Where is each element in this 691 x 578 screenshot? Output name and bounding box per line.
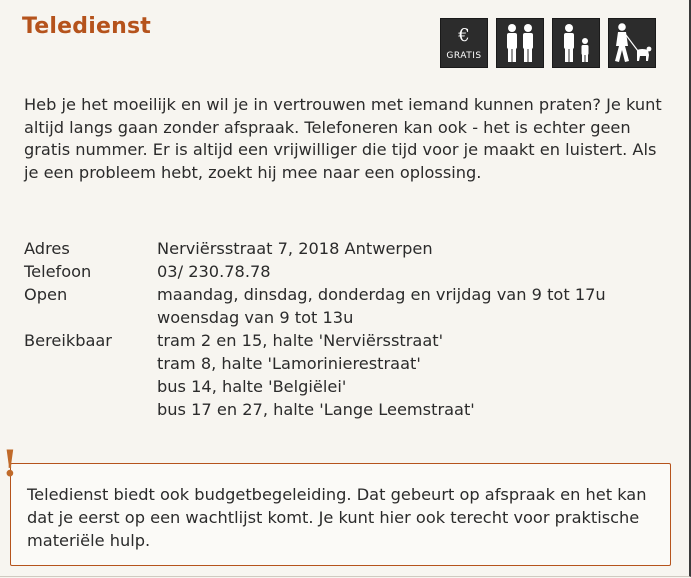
info-row-bereikbaar-2 (24, 352, 606, 375)
info-row-telefoon (24, 260, 606, 283)
bereikbaar-value-line: bus 17 en 27, halte 'Lange Leemstraat' (157, 400, 475, 419)
info-row-open-2 (24, 306, 606, 329)
adres-label: Adres (24, 239, 70, 258)
info-table (24, 237, 606, 421)
note-box (10, 463, 671, 566)
info-row-bereikbaar-3 (24, 375, 606, 398)
open-label: Open (24, 285, 68, 304)
family-icon (552, 18, 600, 68)
gratis-euro-icon: € GRATIS (440, 18, 488, 68)
info-row-open (24, 283, 606, 306)
adults-icon (496, 18, 544, 68)
adres-value: Nerviërsstraat 7, 2018 Antwerpen (157, 239, 433, 258)
intro-paragraph: Heb je het moeilijk en wil je in vertrouwen met iemand kunnen praten? Je kunt altijd langs gaan zonder afspraak. Telefoneren kan ook - het is echter geen gratis nummer. Er is altijd een vrijwilliger die tijd voor je maakt en luistert. Als je een probleem hebt, zoekt hij mee naar een oplossing. (24, 95, 662, 182)
icon-bar (440, 18, 656, 68)
page-title: Teledienst (22, 14, 151, 39)
bereikbaar-value-line: tram 8, halte 'Lamorinierestraat' (157, 354, 421, 373)
open-value-line: maandag, dinsdag, donderdag en vrijdag van 9 tot 17u (157, 285, 606, 304)
exclamation-icon: ! (2, 443, 18, 485)
info-row-bereikbaar (24, 329, 606, 352)
bereikbaar-value-line: bus 14, halte 'Belgiëlei' (157, 377, 347, 396)
note-text: Teledienst biedt ook budgetbegeleiding. Dat gebeurt op afspraak en het kan dat je eerst op een wachtlijst komt. Je kunt hier ook terecht voor praktische materiële hulp. (27, 485, 647, 550)
bereikbaar-value-line: tram 2 en 15, halte 'Nerviërsstraat' (157, 331, 444, 350)
person-with-dog-icon (608, 18, 656, 68)
bereikbaar-label: Bereikbaar (24, 331, 112, 350)
telefoon-value: 03/ 230.78.78 (157, 262, 271, 281)
open-value-line: woensdag van 9 tot 13u (157, 308, 354, 327)
info-row-adres (24, 237, 606, 260)
telefoon-label: Telefoon (24, 262, 92, 281)
info-row-bereikbaar-4 (24, 398, 606, 421)
